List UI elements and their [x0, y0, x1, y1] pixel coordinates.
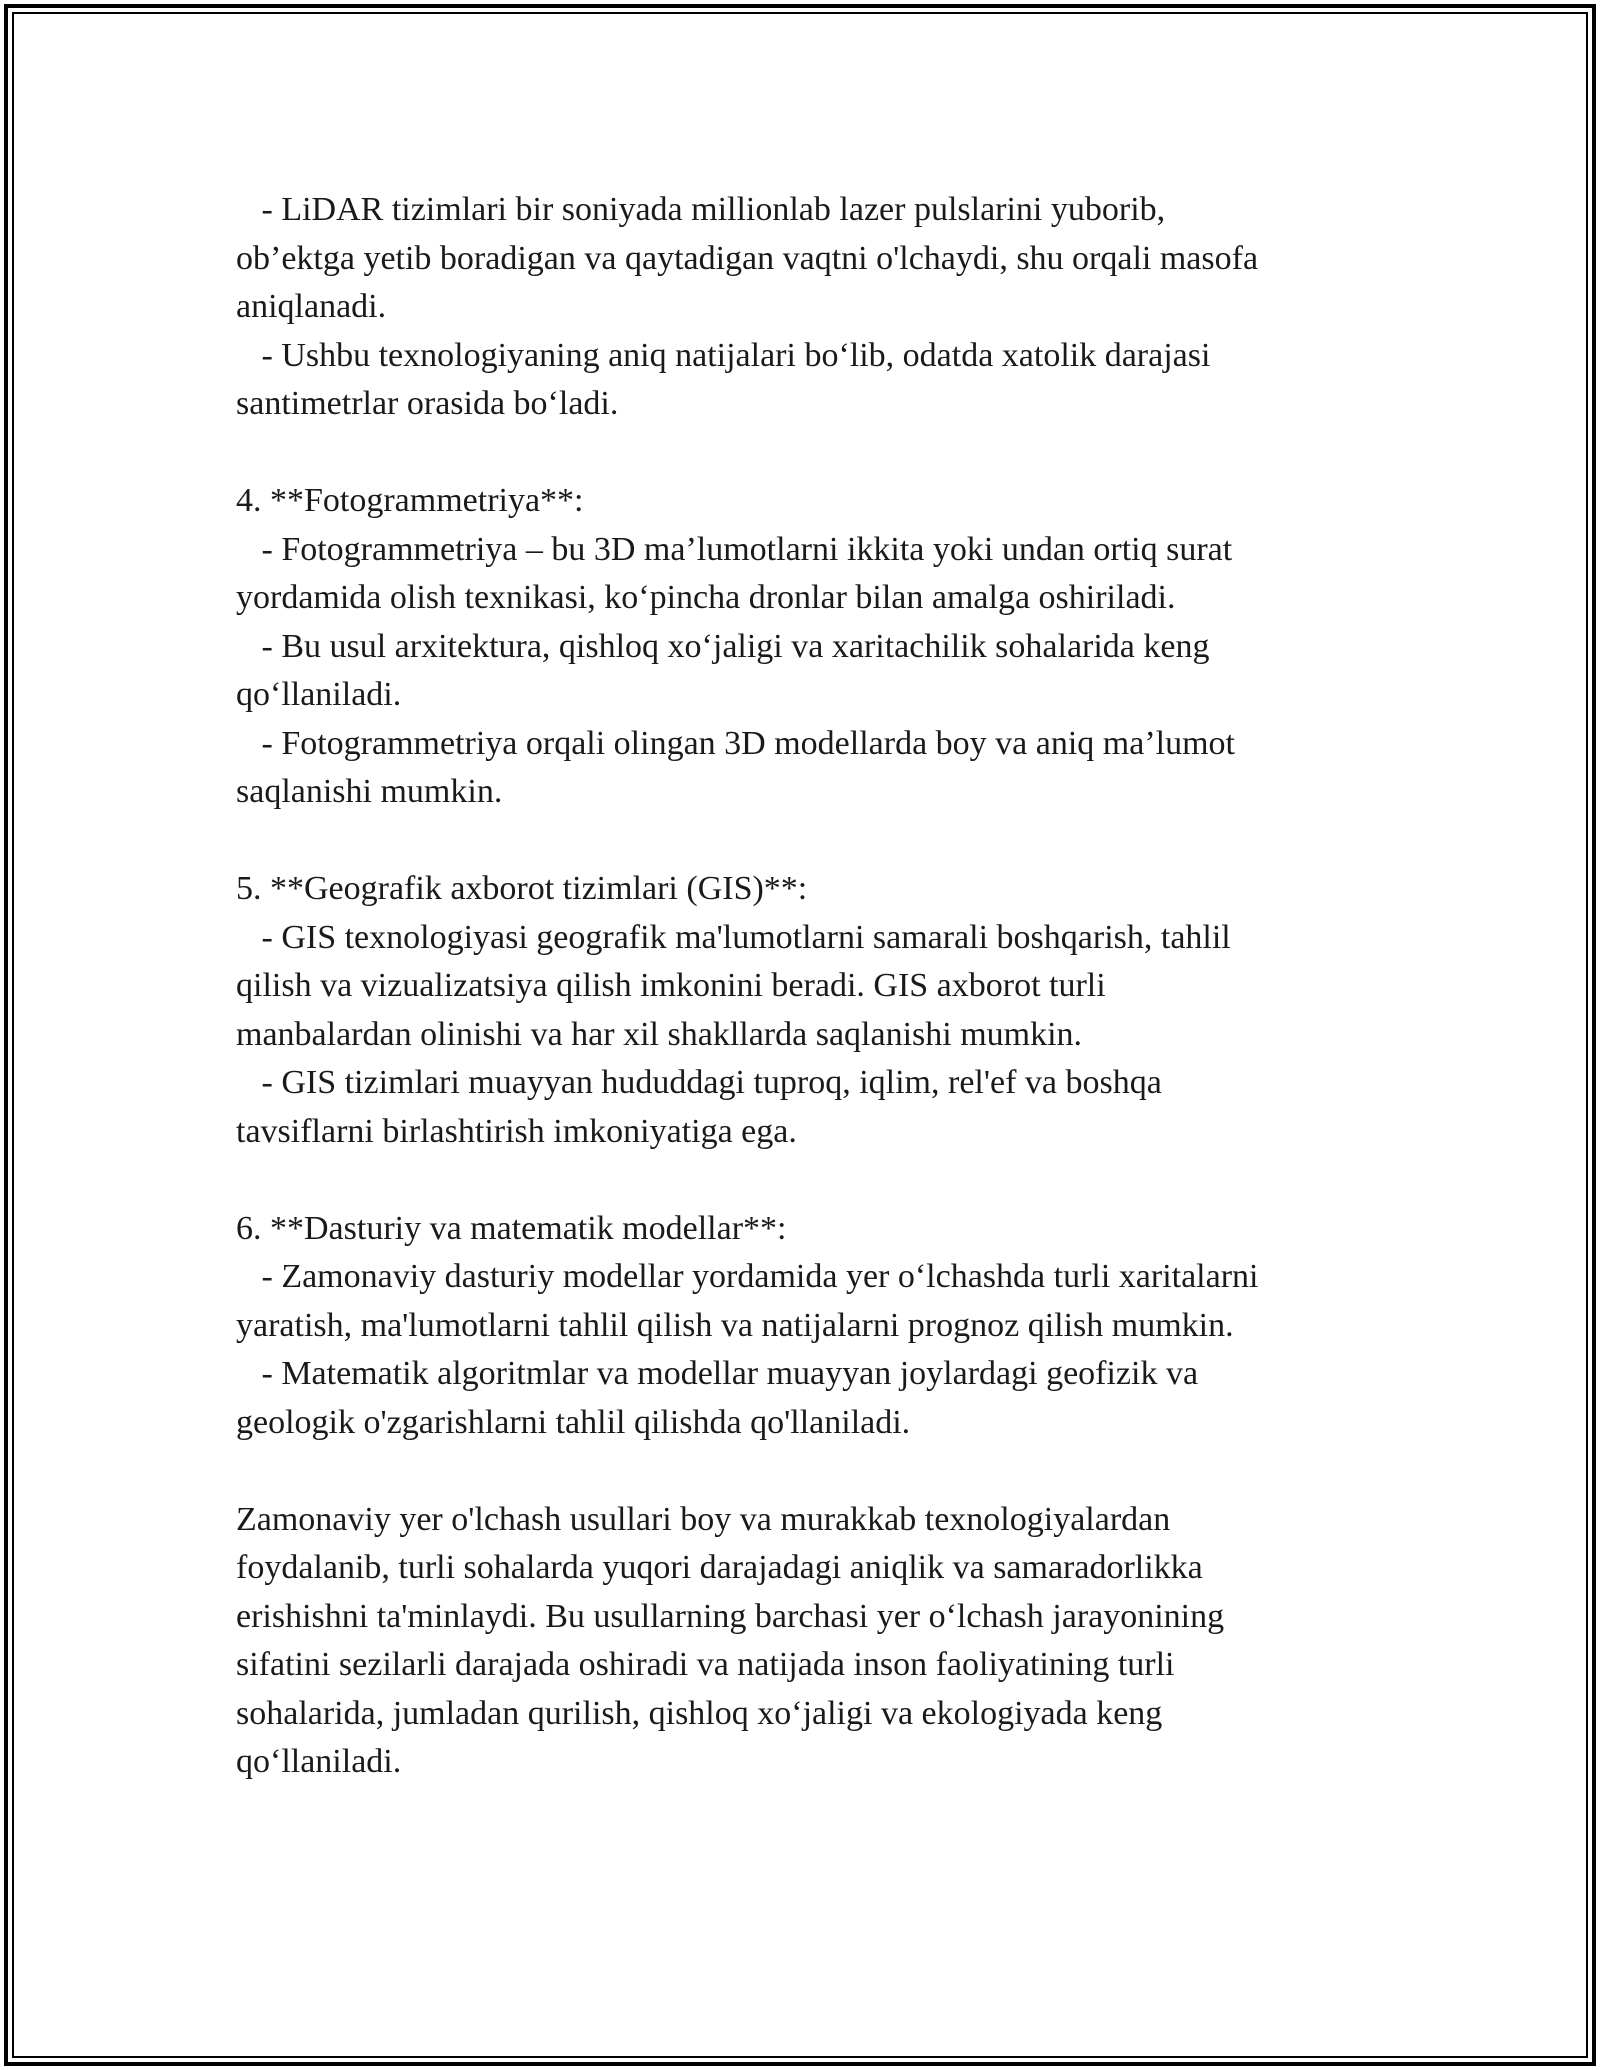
- blank-line: [236, 429, 1376, 478]
- text-line: - Zamonaviy dasturiy modellar yordamida yer o‘lchashda turli xaritalarni: [236, 1258, 1259, 1295]
- text-line: tavsiflarni birlashtirish imkoniyatiga ega.: [236, 1112, 797, 1150]
- section-heading: 4. **Fotogrammetriya**:: [236, 482, 584, 519]
- text-line: aniqlanadi.: [236, 288, 387, 325]
- text-line: - GIS tizimlari muayyan hududdagi tuproq, iqlim, rel'ef va boshqa: [236, 1064, 1162, 1101]
- conclusion-line: qo‘llaniladi.: [236, 1743, 402, 1780]
- blank-line: [236, 1156, 1376, 1205]
- conclusion-line: Zamonaviy yer o'lchash usullari boy va murakkab texnologiyalardan: [236, 1500, 1171, 1538]
- text-line: - Matematik algoritmlar va modellar muayyan joylardagi geofizik va: [236, 1355, 1199, 1392]
- text-line: - Fotogrammetriya orqali olingan 3D modellarda boy va aniq ma’lumot: [236, 724, 1235, 762]
- conclusion-line: foydalanib, turli sohalarda yuqori darajadagi aniqlik va samaradorlikka: [236, 1549, 1203, 1586]
- text-line: - Fotogrammetriya – bu 3D ma’lumotlarni ikkita yoki undan ortiq surat: [236, 530, 1233, 568]
- blank-line: [236, 817, 1376, 866]
- text-line: ob’ektga yetib boradigan va qaytadigan vaqtni o'lchaydi, shu orqali masofa: [236, 239, 1259, 277]
- text-line: - Ushbu texnologiyaning aniq natijalari bo‘lib, odatda xatolik darajasi: [236, 336, 1211, 374]
- conclusion-line: erishishni ta'minlaydi. Bu usullarning barchasi yer o‘lchash jarayonining: [236, 1597, 1225, 1635]
- text-line: manbalardan olinishi va har xil shakllarda saqlanishi mumkin.: [236, 1015, 1083, 1053]
- conclusion-line: sohalarida, jumladan qurilish, qishloq xo‘jaligi va ekologiyada keng: [236, 1694, 1163, 1732]
- blank-line: [236, 1447, 1376, 1496]
- text-line: geologik o'zgarishlarni tahlil qilishda qo'llaniladi.: [236, 1403, 911, 1441]
- text-line: qilish va vizualizatsiya qilish imkonini beradi. GIS axborot turli: [236, 967, 1106, 1004]
- text-line: yaratish, ma'lumotlarni tahlil qilish va natijalarni prognoz qilish mumkin.: [236, 1306, 1234, 1344]
- text-line: - LiDAR tizimlari bir soniyada millionlab lazer pulslarini yuborib,: [236, 191, 1166, 228]
- text-line: qo‘llaniladi.: [236, 676, 402, 713]
- text-line: saqlanishi mumkin.: [236, 773, 503, 810]
- text-line: - GIS texnologiyasi geografik ma'lumotlarni samarali boshqarish, tahlil: [236, 918, 1231, 956]
- conclusion-line: sifatini sezilarli darajada oshiradi va natijada inson faoliyatining turli: [236, 1646, 1175, 1683]
- document-body: [236, 186, 1376, 1787]
- section-heading: 5. **Geografik axborot tizimlari (GIS)**:: [236, 870, 808, 907]
- text-line: - Bu usul arxitektura, qishloq xo‘jaligi va xaritachilik sohalarida keng: [236, 627, 1210, 665]
- section-heading: 6. **Dasturiy va matematik modellar**:: [236, 1209, 787, 1247]
- text-line: santimetrlar orasida bo‘ladi.: [236, 385, 619, 422]
- text-line: yordamida olish texnikasi, ko‘pincha dronlar bilan amalga oshiriladi.: [236, 579, 1176, 616]
